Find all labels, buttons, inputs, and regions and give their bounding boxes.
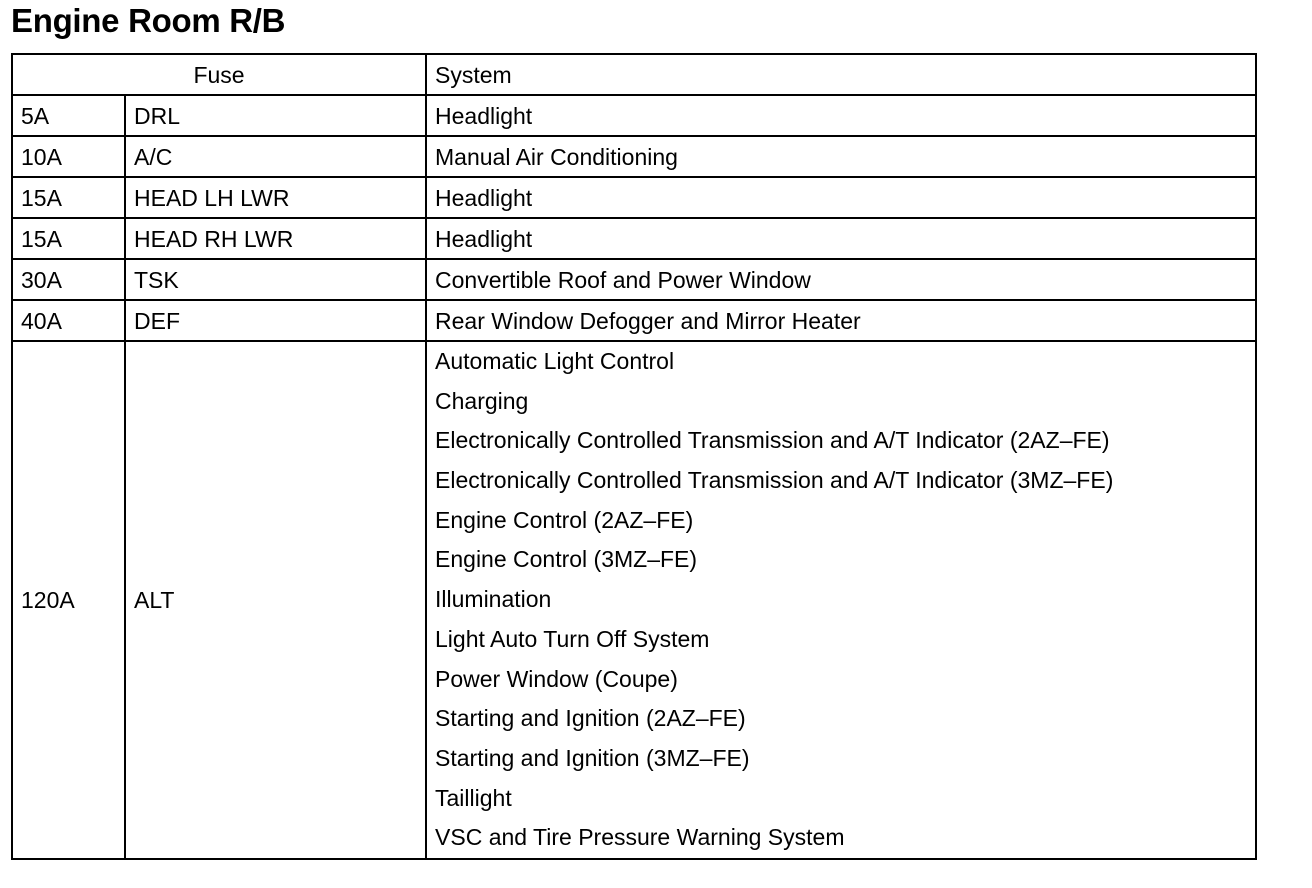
table-row <box>12 177 1256 218</box>
fuse-amperage-cell: 30A <box>12 259 125 300</box>
fuse-header: Fuse <box>12 54 426 95</box>
system-item: Automatic Light Control <box>435 348 675 374</box>
system-item: Power Window (Coupe) <box>435 665 678 692</box>
fuse-table <box>11 53 1257 860</box>
table-row <box>12 218 1256 259</box>
system-cell <box>426 341 1256 859</box>
system-cell: Headlight <box>426 95 1256 136</box>
system-cell: Manual Air Conditioning <box>426 136 1256 177</box>
system-item: Starting and Ignition (2AZ–FE) <box>435 705 746 732</box>
system-item: Engine Control (3MZ–FE) <box>435 546 698 573</box>
fuse-table-body <box>12 95 1256 859</box>
system-item: Light Auto Turn Off System <box>435 625 710 652</box>
fuse-amperage-cell: 5A <box>12 95 125 136</box>
table-row <box>12 341 1256 859</box>
fuse-name-cell: DEF <box>125 300 426 341</box>
system-item: Electronically Controlled Transmission and A/T Indicator (2AZ–FE) <box>435 427 1110 454</box>
table-row <box>12 300 1256 341</box>
system-cell: Headlight <box>426 218 1256 259</box>
system-header: System <box>426 54 1256 95</box>
table-row <box>12 136 1256 177</box>
system-cell: Headlight <box>426 177 1256 218</box>
table-row <box>12 259 1256 300</box>
fuse-name-cell: HEAD RH LWR <box>125 218 426 259</box>
system-cell: Convertible Roof and Power Window <box>426 259 1256 300</box>
fuse-amperage-cell: 40A <box>12 300 125 341</box>
system-item: Electronically Controlled Transmission and A/T Indicator (3MZ–FE) <box>435 467 1114 494</box>
fuse-name-cell: TSK <box>125 259 426 300</box>
header-row <box>12 54 1256 95</box>
system-item: Taillight <box>435 784 512 811</box>
fuse-amperage-cell: 10A <box>12 136 125 177</box>
fuse-amperage-cell: 15A <box>12 177 125 218</box>
system-item: Illumination <box>435 586 552 613</box>
fuse-name-cell: A/C <box>125 136 426 177</box>
table-row <box>12 95 1256 136</box>
system-item: Starting and Ignition (3MZ–FE) <box>435 744 750 771</box>
fuse-name-cell: DRL <box>125 95 426 136</box>
system-item: Charging <box>435 387 529 414</box>
system-cell: Rear Window Defogger and Mirror Heater <box>426 300 1256 341</box>
fuse-name-cell: ALT <box>125 341 426 859</box>
page-title: Engine Room R/B <box>11 2 286 39</box>
fuse-name-cell: HEAD LH LWR <box>125 177 426 218</box>
system-item: VSC and Tire Pressure Warning System <box>435 824 845 851</box>
fuse-amperage-cell: 15A <box>12 218 125 259</box>
fuse-amperage-cell: 120A <box>12 341 125 859</box>
system-item: Engine Control (2AZ–FE) <box>435 506 694 533</box>
